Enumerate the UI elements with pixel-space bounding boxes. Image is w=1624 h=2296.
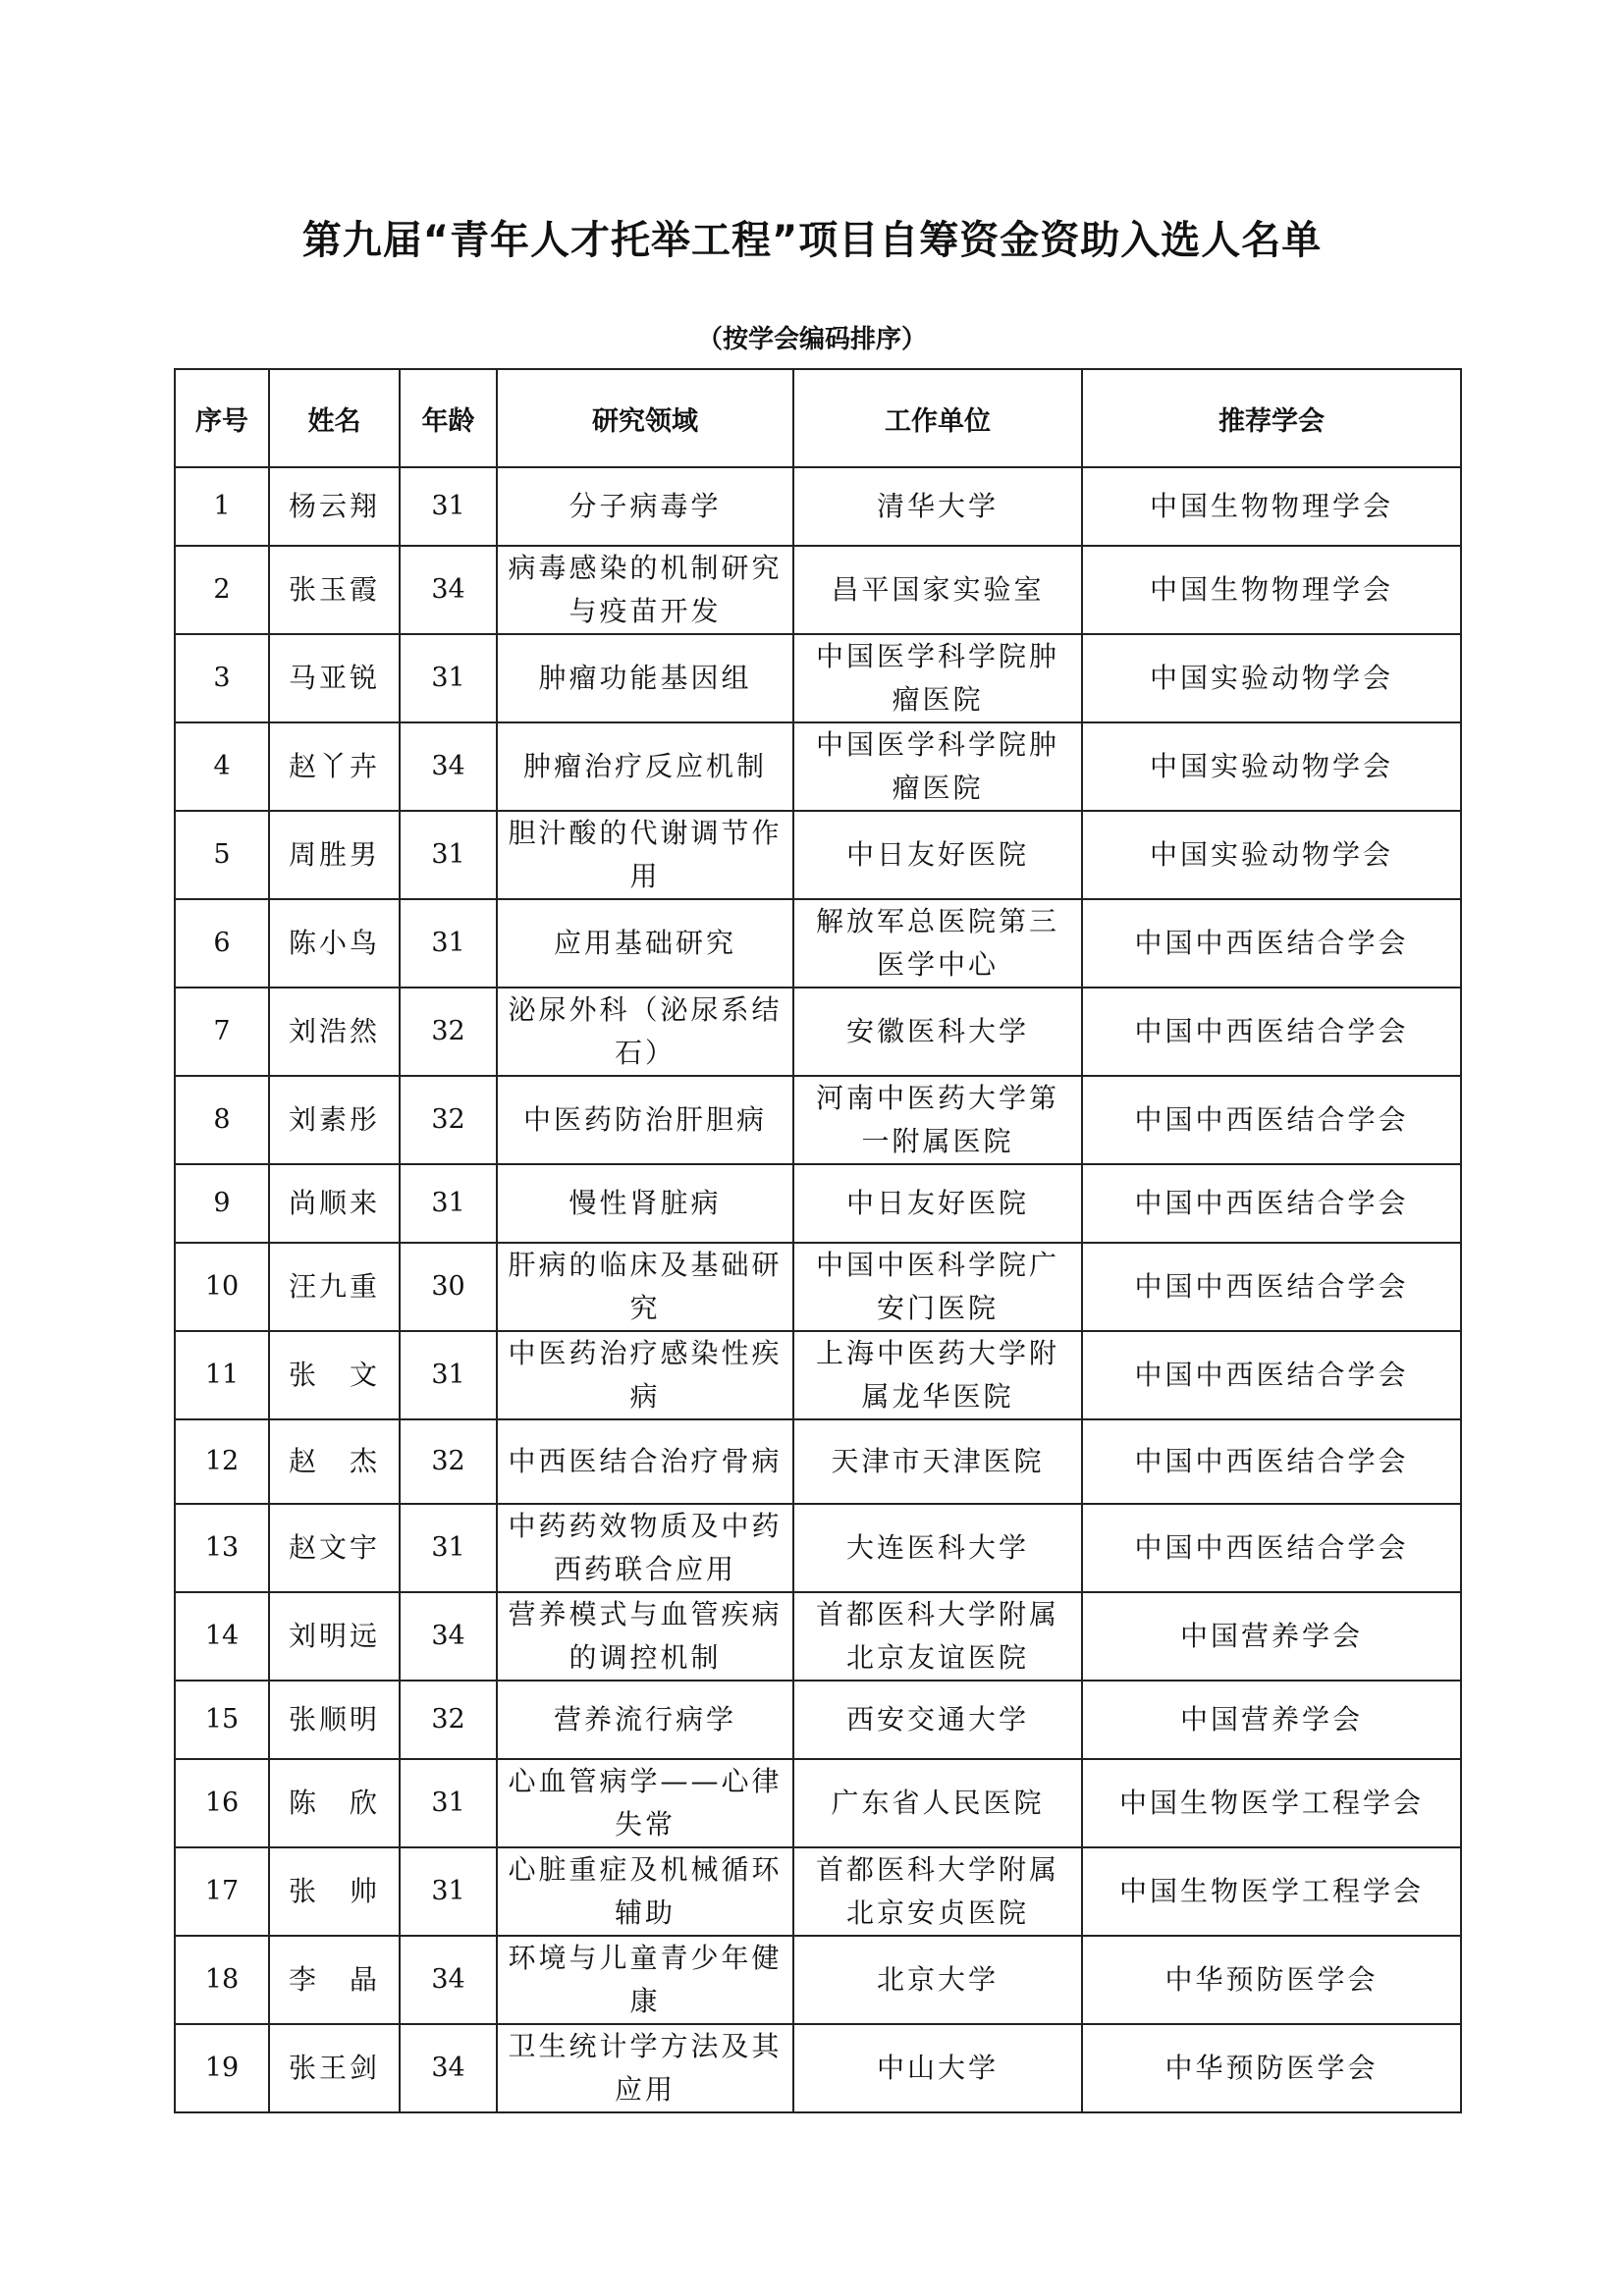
row-name: 李 晶 (269, 1936, 400, 2024)
row-recommending-society: 中国中西医结合学会 (1082, 1504, 1461, 1592)
row-age: 31 (400, 467, 497, 546)
row-age: 31 (400, 1759, 497, 1847)
table-body (175, 467, 1461, 2112)
row-research-field: 中医药治疗感染性疾病 (497, 1331, 793, 1419)
row-age: 34 (400, 2024, 497, 2112)
row-work-unit: 中日友好医院 (793, 1164, 1082, 1243)
table-row (175, 1243, 1461, 1331)
row-work-unit: 中日友好医院 (793, 811, 1082, 899)
row-work-unit: 河南中医药大学第一附属医院 (793, 1076, 1082, 1164)
row-research-field: 肝病的临床及基础研究 (497, 1243, 793, 1331)
row-name: 周胜男 (269, 811, 400, 899)
row-work-unit: 清华大学 (793, 467, 1082, 546)
row-work-unit: 首都医科大学附属北京友谊医院 (793, 1592, 1082, 1681)
document-title: 第九届“青年人才托举工程”项目自筹资金资助入选人名单 (301, 218, 1323, 263)
table-row (175, 1504, 1461, 1592)
header-work-unit: 工作单位 (793, 369, 1082, 467)
row-recommending-society: 中国生物医学工程学会 (1082, 1759, 1461, 1847)
row-recommending-society: 中华预防医学会 (1082, 1936, 1461, 2024)
row-index: 16 (175, 1759, 269, 1847)
row-index: 19 (175, 2024, 269, 2112)
header-index: 序号 (175, 369, 269, 467)
row-age: 30 (400, 1243, 497, 1331)
row-age: 34 (400, 722, 497, 811)
row-work-unit: 中山大学 (793, 2024, 1082, 2112)
row-work-unit: 中国医学科学院肿瘤医院 (793, 634, 1082, 722)
table-row (175, 634, 1461, 722)
row-work-unit: 昌平国家实验室 (793, 546, 1082, 634)
table-row (175, 1847, 1461, 1936)
row-index: 4 (175, 722, 269, 811)
row-recommending-society: 中国营养学会 (1082, 1592, 1461, 1681)
row-recommending-society: 中国中西医结合学会 (1082, 1076, 1461, 1164)
row-recommending-society: 中国生物医学工程学会 (1082, 1847, 1461, 1936)
row-index: 7 (175, 988, 269, 1076)
row-work-unit: 北京大学 (793, 1936, 1082, 2024)
row-research-field: 慢性肾脏病 (497, 1164, 793, 1243)
row-recommending-society: 中国营养学会 (1082, 1681, 1461, 1759)
row-age: 31 (400, 1847, 497, 1936)
row-age: 31 (400, 811, 497, 899)
row-research-field: 中西医结合治疗骨病 (497, 1419, 793, 1504)
row-work-unit: 解放军总医院第三医学中心 (793, 899, 1082, 988)
row-age: 34 (400, 546, 497, 634)
row-age: 32 (400, 1076, 497, 1164)
row-name: 刘明远 (269, 1592, 400, 1681)
document-subtitle: （按学会编码排序） (696, 325, 927, 354)
table-row (175, 1592, 1461, 1681)
row-name: 张 帅 (269, 1847, 400, 1936)
row-research-field: 中医药防治肝胆病 (497, 1076, 793, 1164)
row-recommending-society: 中国中西医结合学会 (1082, 1419, 1461, 1504)
table-row (175, 1419, 1461, 1504)
table-row (175, 722, 1461, 811)
header-research-field: 研究领域 (497, 369, 793, 467)
row-name: 汪九重 (269, 1243, 400, 1331)
row-research-field: 分子病毒学 (497, 467, 793, 546)
header-age: 年龄 (400, 369, 497, 467)
row-research-field: 心血管病学——心律失常 (497, 1759, 793, 1847)
row-age: 34 (400, 1936, 497, 2024)
row-research-field: 营养模式与血管疾病的调控机制 (497, 1592, 793, 1681)
row-index: 9 (175, 1164, 269, 1243)
row-work-unit: 首都医科大学附属北京安贞医院 (793, 1847, 1082, 1936)
row-index: 6 (175, 899, 269, 988)
header-recommending-society: 推荐学会 (1082, 369, 1461, 467)
row-index: 11 (175, 1331, 269, 1419)
row-research-field: 中药药效物质及中药西药联合应用 (497, 1504, 793, 1592)
row-index: 10 (175, 1243, 269, 1331)
row-research-field: 心脏重症及机械循环辅助 (497, 1847, 793, 1936)
row-recommending-society: 中华预防医学会 (1082, 2024, 1461, 2112)
row-index: 8 (175, 1076, 269, 1164)
table-row (175, 1076, 1461, 1164)
table-row (175, 1681, 1461, 1759)
row-research-field: 病毒感染的机制研究与疫苗开发 (497, 546, 793, 634)
row-name: 赵文宇 (269, 1504, 400, 1592)
row-name: 马亚锐 (269, 634, 400, 722)
row-age: 31 (400, 1331, 497, 1419)
row-name: 陈 欣 (269, 1759, 400, 1847)
row-research-field: 肿瘤治疗反应机制 (497, 722, 793, 811)
row-work-unit: 西安交通大学 (793, 1681, 1082, 1759)
row-age: 31 (400, 1164, 497, 1243)
row-research-field: 营养流行病学 (497, 1681, 793, 1759)
header-name: 姓名 (269, 369, 400, 467)
row-work-unit: 安徽医科大学 (793, 988, 1082, 1076)
row-name: 刘浩然 (269, 988, 400, 1076)
row-age: 32 (400, 1681, 497, 1759)
row-work-unit: 天津市天津医院 (793, 1419, 1082, 1504)
row-research-field: 应用基础研究 (497, 899, 793, 988)
row-age: 32 (400, 988, 497, 1076)
row-name: 刘素彤 (269, 1076, 400, 1164)
table-row (175, 899, 1461, 988)
row-work-unit: 大连医科大学 (793, 1504, 1082, 1592)
row-name: 赵丫卉 (269, 722, 400, 811)
row-name: 尚顺来 (269, 1164, 400, 1243)
row-name: 张 文 (269, 1331, 400, 1419)
row-age: 31 (400, 1504, 497, 1592)
row-work-unit: 广东省人民医院 (793, 1759, 1082, 1847)
table-row (175, 546, 1461, 634)
row-index: 13 (175, 1504, 269, 1592)
row-recommending-society: 中国生物物理学会 (1082, 467, 1461, 546)
row-age: 31 (400, 634, 497, 722)
row-research-field: 泌尿外科（泌尿系结石） (497, 988, 793, 1076)
row-index: 12 (175, 1419, 269, 1504)
row-research-field: 胆汁酸的代谢调节作用 (497, 811, 793, 899)
row-recommending-society: 中国中西医结合学会 (1082, 1331, 1461, 1419)
row-research-field: 环境与儿童青少年健康 (497, 1936, 793, 2024)
row-recommending-society: 中国实验动物学会 (1082, 811, 1461, 899)
row-name: 陈小鸟 (269, 899, 400, 988)
row-recommending-society: 中国生物物理学会 (1082, 546, 1461, 634)
row-recommending-society: 中国中西医结合学会 (1082, 988, 1461, 1076)
table-header-row (175, 369, 1461, 467)
row-index: 15 (175, 1681, 269, 1759)
row-name: 张顺明 (269, 1681, 400, 1759)
row-research-field: 肿瘤功能基因组 (497, 634, 793, 722)
row-name: 张玉霞 (269, 546, 400, 634)
row-age: 31 (400, 899, 497, 988)
row-index: 1 (175, 467, 269, 546)
row-index: 2 (175, 546, 269, 634)
row-name: 杨云翔 (269, 467, 400, 546)
row-recommending-society: 中国实验动物学会 (1082, 634, 1461, 722)
row-name: 张王剑 (269, 2024, 400, 2112)
row-index: 3 (175, 634, 269, 722)
row-age: 32 (400, 1419, 497, 1504)
row-work-unit: 中国中医科学院广安门医院 (793, 1243, 1082, 1331)
row-work-unit: 中国医学科学院肿瘤医院 (793, 722, 1082, 811)
table-row (175, 1331, 1461, 1419)
table-row (175, 1759, 1461, 1847)
row-index: 17 (175, 1847, 269, 1936)
row-age: 34 (400, 1592, 497, 1681)
row-name: 赵 杰 (269, 1419, 400, 1504)
table-row (175, 988, 1461, 1076)
row-recommending-society: 中国中西医结合学会 (1082, 899, 1461, 988)
nominee-table (174, 368, 1462, 2113)
row-research-field: 卫生统计学方法及其应用 (497, 2024, 793, 2112)
row-recommending-society: 中国实验动物学会 (1082, 722, 1461, 811)
table-row (175, 811, 1461, 899)
row-index: 18 (175, 1936, 269, 2024)
table-row (175, 2024, 1461, 2112)
row-index: 14 (175, 1592, 269, 1681)
row-recommending-society: 中国中西医结合学会 (1082, 1164, 1461, 1243)
table-row (175, 1936, 1461, 2024)
table-row (175, 1164, 1461, 1243)
row-index: 5 (175, 811, 269, 899)
row-recommending-society: 中国中西医结合学会 (1082, 1243, 1461, 1331)
row-work-unit: 上海中医药大学附属龙华医院 (793, 1331, 1082, 1419)
table-row (175, 467, 1461, 546)
